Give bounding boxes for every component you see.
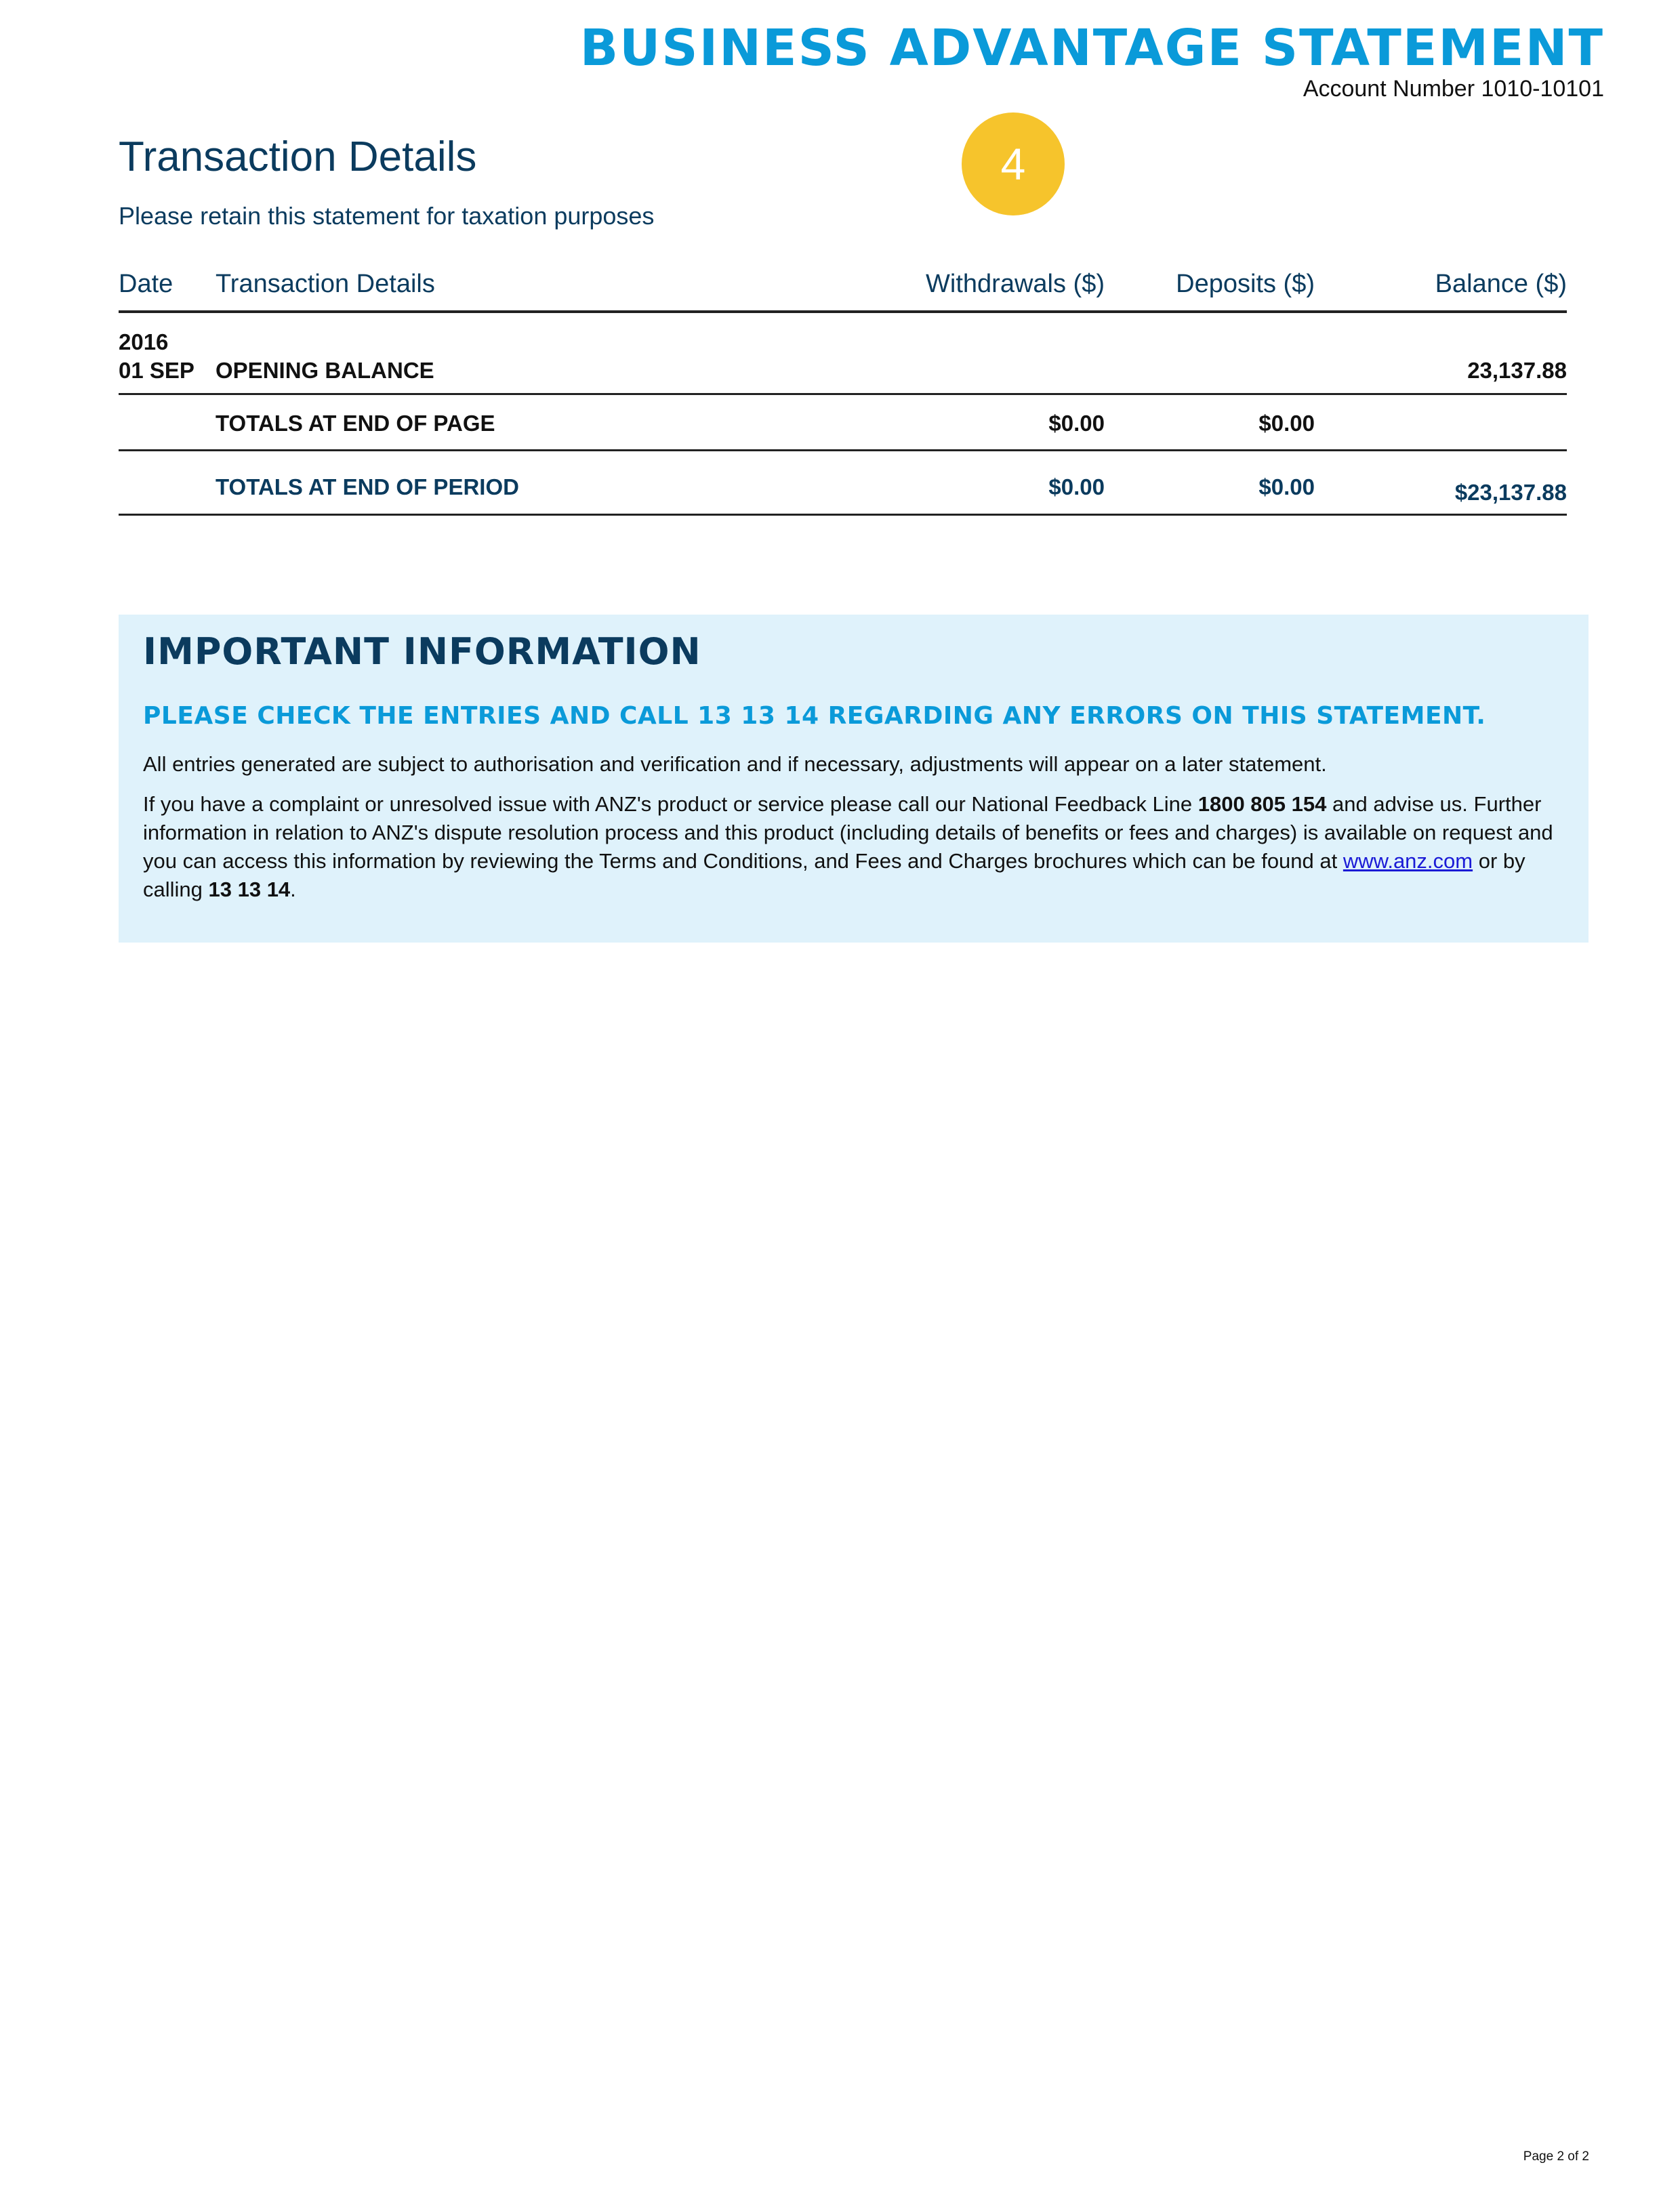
period-totals-deposits: $0.00 xyxy=(1258,474,1315,499)
period-totals-balance: $23,137.88 xyxy=(1454,480,1567,505)
statement-title: BUSINESS ADVANTAGE STATEMENT xyxy=(579,19,1604,77)
header-rule xyxy=(119,310,1567,313)
feedback-phone: 1800 805 154 xyxy=(1197,792,1327,816)
account-number: Account Number 1010-10101 xyxy=(1303,76,1604,102)
check-entries-notice: PLEASE CHECK THE ENTRIES AND CALL 13 13 14 REGARDING ANY ERRORS ON THIS STATEMENT. xyxy=(143,702,1486,730)
column-header-deposits: Deposits ($) xyxy=(1176,270,1315,298)
step-badge: 4 xyxy=(962,112,1065,215)
period-totals-withdrawals: $0.00 xyxy=(1048,474,1105,499)
page-totals-label: TOTALS AT END OF PAGE xyxy=(216,411,495,436)
complaint-info xyxy=(143,790,1573,904)
section-title: Transaction Details xyxy=(119,133,477,180)
column-header-details: Transaction Details xyxy=(216,270,435,298)
verification-note: All entries generated are subject to authorisation and verification and if necessary, adjustments will appear on a later statement. xyxy=(143,752,1327,776)
opening-balance-value: 23,137.88 xyxy=(1467,358,1567,383)
page-number: Page 2 of 2 xyxy=(1523,2149,1589,2164)
column-header-balance: Balance ($) xyxy=(1435,270,1567,298)
complaint-text: If you have a complaint or unresolved issue with ANZ's product or service please call our National Feedback Line xyxy=(143,792,1198,816)
anz-website-link[interactable]: www.anz.com xyxy=(1343,849,1473,873)
calling-text: or by calling xyxy=(143,849,1525,901)
row-year: 2016 xyxy=(119,329,169,354)
page-totals-withdrawals: $0.00 xyxy=(1048,411,1105,436)
sentence-end: . xyxy=(290,878,296,901)
row-divider xyxy=(119,449,1567,451)
row-date: 01 SEP xyxy=(119,358,194,383)
section-subtitle: Please retain this statement for taxation purposes xyxy=(119,202,655,230)
column-header-withdrawals: Withdrawals ($) xyxy=(926,270,1105,298)
column-header-date: Date xyxy=(119,270,173,298)
row-divider xyxy=(119,393,1567,395)
important-information-heading: IMPORTANT INFORMATION xyxy=(143,630,701,673)
period-totals-label: TOTALS AT END OF PERIOD xyxy=(216,474,519,499)
opening-balance-label: OPENING BALANCE xyxy=(216,358,434,383)
table-bottom-rule xyxy=(119,514,1567,516)
page-totals-deposits: $0.00 xyxy=(1258,411,1315,436)
contact-phone: 13 13 14 xyxy=(208,878,291,901)
complaint-text-continued: and advise us. Further information in relation to ANZ's dispute resolution process and this product (including details of benefits or fees and charges) is available on request and you can access this information by reviewing the Terms and Conditions, and Fees and Charges brochures which can be found at xyxy=(143,792,1553,873)
